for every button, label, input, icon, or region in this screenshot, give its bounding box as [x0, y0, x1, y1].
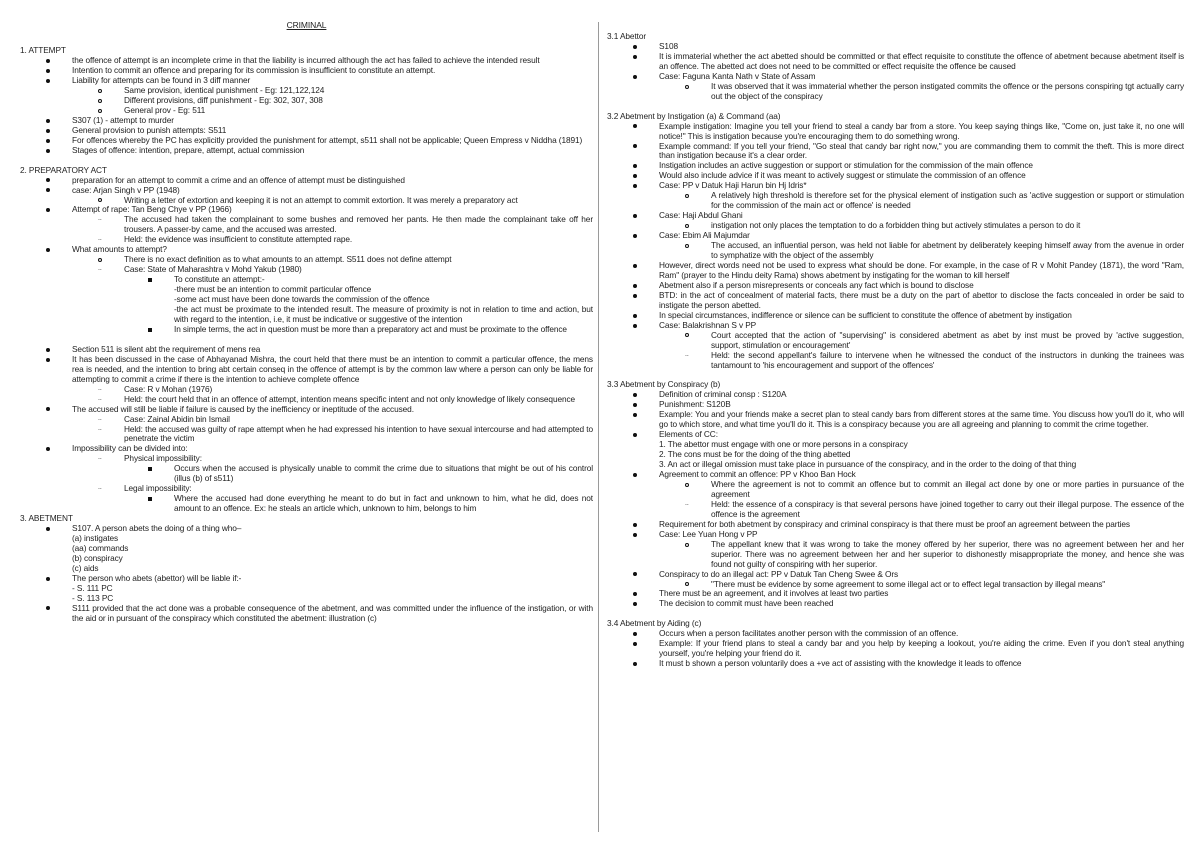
- item-text: (aa) commands: [72, 542, 129, 553]
- bullet-icon: [633, 589, 637, 599]
- item-text: In simple terms, the act in question must be more than a preparatory act and must be proximate to the offence: [174, 323, 567, 334]
- item-text: Conspiracy to do an illegal act: PP v Datuk Tan Cheng Swee & Ors: [659, 568, 899, 579]
- item-text: "There must be evidence by some agreement to some illegal act or to effect legal transaction by illegal means": [711, 578, 1106, 589]
- dash-bullet-icon: ..: [98, 414, 102, 422]
- item-text: -the act must be proximate to the intended result. The measure of proximity is not in relation to time and action, but with regard to the intention, i.e, it must be indicative or suggestive of the intention: [174, 304, 593, 324]
- bullet-icon: [46, 76, 50, 86]
- item-text: Case: R v Mohan (1976): [124, 383, 213, 394]
- item-text: Case: Zainal Abidin bin Ismail: [124, 413, 230, 424]
- item-text: Held: the accused was guilty of rape attempt when he had expressed his intention to have sexual intercourse and had attempted to penetrate the victim: [124, 423, 593, 444]
- bullet-icon: [46, 126, 50, 136]
- bullet-icon: [46, 245, 50, 255]
- bullet-icon: [46, 574, 50, 584]
- bullet-icon: [633, 629, 637, 639]
- list-item: [607, 122, 1184, 142]
- item-text: (c) aids: [72, 562, 99, 573]
- item-text: instigation not only places the temptation to do a forbidden thing but actively stimulates a person to do it: [711, 220, 1081, 231]
- item-text: Same provision, identical punishment - Eg: 121,122,124: [124, 85, 325, 95]
- bullet-icon: [46, 66, 50, 76]
- item-text: Held: the evidence was insufficient to constitute attempted rape.: [124, 234, 353, 245]
- bullet-icon: [46, 116, 50, 126]
- bullet-icon: [633, 161, 637, 171]
- bullet-icon: [633, 390, 637, 400]
- item-text: the offence of attempt is an incomplete crime in that the liability is incurred although the act has failed to achieve the intended result: [72, 55, 540, 66]
- item-text: S108: [659, 40, 678, 51]
- item-text: S111 provided that the act done was a probable consequence of the abetment, and was committed under the influence of the instigation, or with the aid or in pursuant of the conspiracy which constituted the abetment: illustration (c): [72, 602, 593, 623]
- dash-bullet-icon: ..: [98, 384, 102, 392]
- item-text: Case: Balakrishnan S v PP: [659, 319, 757, 330]
- dash-bullet-icon: ..: [98, 265, 102, 273]
- column-divider: [598, 22, 599, 832]
- bullet-icon: [633, 321, 637, 331]
- bullet-icon: [46, 176, 50, 186]
- bullet-icon: [633, 520, 637, 530]
- list-item: [20, 146, 593, 156]
- item-text: The accused will still be liable if failure is caused by the inefficiency or ineptitude of the accused.: [72, 403, 414, 414]
- item-text: Occurs when the accused is physically unable to commit the crime due to situations that might be out of his control (illus (b) of s511): [174, 463, 593, 484]
- dash-bullet-icon: ..: [98, 454, 102, 462]
- bullet-icon: [46, 146, 50, 156]
- item-text: What amounts to attempt?: [72, 244, 167, 255]
- item-text: -there must be an intention to commit particular offence: [174, 284, 372, 295]
- list-item: [607, 82, 1184, 102]
- item-text: Held: the court held that in an offence of attempt, intention means specific intent and not only knowledge of likely consequence: [124, 393, 576, 404]
- right-content: [607, 32, 1184, 669]
- bullet-icon: [633, 122, 637, 132]
- item-text: Case: Ebim Ali Majumdar: [659, 230, 750, 241]
- section-heading: [607, 32, 1184, 42]
- item-text: Where the agreement is not to commit an offence but to commit an illegal act done by one or more parties in pursuance of the agreement: [711, 478, 1184, 499]
- item-text: case: Arjan Singh v PP (1948): [72, 184, 180, 195]
- bullet-icon: [633, 291, 637, 301]
- list-item: [20, 96, 593, 106]
- dash-bullet-icon: ..: [98, 215, 102, 223]
- square-bullet-icon: [148, 464, 152, 474]
- item-text: Case: Lee Yuan Hong v PP: [659, 528, 758, 539]
- list-item: [607, 191, 1184, 211]
- list-item: [20, 425, 593, 445]
- bullet-icon: [633, 639, 637, 649]
- item-text: However, direct words need not be used to express what should be done. For example, in the case of R v Mohit Pandey (1871), the word "Ram, Ram" (prayer to the Hindu deity Rama) shows abetment by instigating for the woman to kill herself: [659, 259, 1184, 280]
- bullet-icon: [633, 171, 637, 181]
- list-item: [607, 291, 1184, 311]
- list-item: [20, 494, 593, 514]
- list-item: [20, 265, 593, 275]
- bullet-icon: [46, 405, 50, 415]
- item-text: It is immaterial whether the act abetted should be committed or that effect requisite to constitute the offence of abetment because abetment itself is an offence. The abetted act does not need to be committed or effect requisite the offence be caused: [659, 50, 1184, 71]
- item-text: The appellant knew that it was wrong to take the money offered by her superior, there was no agreement between her and her superior. There was no agreement between her and her superior to dishonestly misappropriate the money, and hence she was found not guilty of conspiring with her superior.: [711, 538, 1184, 569]
- list-item: [20, 215, 593, 235]
- item-text: Example: You and your friends make a secret plan to steal candy bars from different stores at the same time. You discuss how you'll do it, who will go to which store, and what time you'll do it. This is a conspiracy because you are all agreeing and planning to commit the crime together.: [659, 409, 1184, 430]
- item-text: Occurs when a person facilitates another person with the commission of an offence.: [659, 628, 959, 639]
- item-text: Liability for attempts can be found in 3 diff manner: [72, 75, 251, 86]
- bullet-icon: [633, 72, 637, 82]
- dash-bullet-icon: ..: [98, 235, 102, 243]
- item-text: It has been discussed in the case of Abhayanad Mishra, the court held that there must be an intention to commit a particular offence, the mens rea is needed, and the intention to bring abt certain conseq in the offence of attempt is by the common law where a person can only be liable for attempting to commit a crime if there is the intention to achieve complete offence: [72, 353, 593, 384]
- list-item: [20, 444, 593, 454]
- list-item: [20, 604, 593, 624]
- list-item: [607, 261, 1184, 281]
- bullet-icon: [633, 470, 637, 480]
- list-item: [20, 464, 593, 484]
- list-item: [607, 500, 1184, 520]
- item-text: Stages of offence: intention, prepare, attempt, actual commission: [72, 144, 305, 155]
- bullet-icon: [633, 181, 637, 191]
- item-text: Case: State of Maharashtra v Mohd Yakub (1980): [124, 264, 302, 275]
- bullet-icon: [46, 56, 50, 66]
- bullet-icon: [633, 400, 637, 410]
- bullet-icon: [46, 186, 50, 196]
- bullet-icon: [633, 142, 637, 152]
- list-item: [607, 351, 1184, 371]
- list-item: [607, 331, 1184, 351]
- item-text: - S. 113 PC: [72, 592, 114, 603]
- square-bullet-icon: [148, 494, 152, 504]
- list-item: [607, 599, 1184, 609]
- list-item: [607, 241, 1184, 261]
- bullet-icon: [633, 42, 637, 52]
- list-item: [607, 142, 1184, 162]
- item-text: Intention to commit an offence and preparing for its commission is insufficient to constitute an attempt.: [72, 65, 436, 76]
- circle-bullet-icon: [685, 241, 689, 251]
- bullet-icon: [633, 231, 637, 241]
- item-text: 1. ATTEMPT: [20, 45, 66, 56]
- circle-bullet-icon: [98, 86, 102, 96]
- bullet-icon: [633, 659, 637, 669]
- item-text: Elements of CC:: [659, 429, 718, 440]
- item-text: Impossibility can be divided into:: [72, 443, 188, 454]
- bullet-icon: [633, 261, 637, 271]
- bullet-icon: [46, 444, 50, 454]
- item-text: A relatively high threshold is therefore set for the physical element of instigation such as 'active suggestion or support or stimulation for the commission of the main act or offence' is needed: [711, 190, 1184, 211]
- bullet-icon: [46, 136, 50, 146]
- item-text: 3. An act or illegal omission must take place in pursuance of the conspiracy, and in the order to the doing of that thing: [659, 459, 1077, 470]
- dash-bullet-icon: ..: [685, 499, 689, 507]
- item-text: Would also include advice if it was meant to actively suggest or stimulate the commission of an offence: [659, 170, 1026, 181]
- item-text: There must be an agreement, and it involves at least two parties: [659, 588, 889, 599]
- item-text: To constitute an attempt:-: [174, 274, 265, 285]
- item-text: Legal impossibility:: [124, 483, 192, 494]
- list-item: [20, 355, 593, 385]
- item-text: 3.2 Abetment by Instigation (a) & Command (aa): [607, 110, 781, 121]
- item-text: Requirement for both abetment by conspiracy and criminal conspiracy is that there must be proof an agreement between the parties: [659, 518, 1130, 529]
- item-text: Held: the essence of a conspiracy is that several persons have joined together to carry out their illegal purpose. The essence of the offence is the agreement: [711, 498, 1184, 519]
- list-item: [607, 639, 1184, 659]
- item-text: 3.4 Abetment by Aiding (c): [607, 618, 702, 629]
- item-text: 3.1 Abettor: [607, 31, 647, 41]
- item-text: Writing a letter of extortion and keeping it is not an attempt to commit extortion. It was merely a preparatory act: [124, 194, 518, 205]
- bullet-icon: [633, 599, 637, 609]
- circle-bullet-icon: [685, 540, 689, 550]
- bullet-icon: [633, 211, 637, 221]
- item-text: The decision to commit must have been reached: [659, 598, 834, 609]
- list-text: [20, 305, 593, 325]
- item-text: For offences whereby the PC has explicitly provided the punishment for attempt, s511 shall not be applicable; Queen Empress v Niddha (1891): [72, 134, 583, 145]
- document-title: CRIMINAL: [286, 20, 327, 30]
- item-text: General prov - Eg: 511: [124, 104, 206, 115]
- list-item: [607, 410, 1184, 430]
- item-text: There is no exact definition as to what amounts to an attempt. S511 does not define attempt: [124, 254, 452, 265]
- item-text: Physical impossibility:: [124, 453, 202, 464]
- item-text: Example instigation: Imagine you tell your friend to steal a candy bar from a store. You keep saying things like, "Come on, just take it, no one will notice!" This is instigation because you're encouraging them to do something wrong.: [659, 120, 1184, 141]
- item-text: Different provisions, diff punishment - Eg: 302, 307, 308: [124, 94, 323, 105]
- item-text: Abetment also if a person misrepresents or conceals any fact which is bound to disclose: [659, 279, 974, 290]
- dash-bullet-icon: ..: [98, 484, 102, 492]
- dash-bullet-icon: ..: [98, 424, 102, 432]
- circle-bullet-icon: [685, 480, 689, 490]
- list-item: [20, 255, 593, 265]
- dash-bullet-icon: ..: [98, 394, 102, 402]
- item-text: - S. 111 PC: [72, 582, 113, 593]
- circle-bullet-icon: [685, 191, 689, 201]
- item-text: BTD: in the act of concealment of material facts, there must be a duty on the part of abettor to disclose the facts concealed in order be said to instigate the person abetted.: [659, 289, 1184, 310]
- item-text: Where the accused had done everything he meant to do but in fact and unknown to him, what he did, does not amount to an offence. Ex: he steals an article which, unknown to him, belongs to him: [174, 493, 593, 514]
- item-text: The accused, an influential person, was held not liable for abetment by deliberately keeping himself away from the avenue in order to symphatize with the object of the assembly: [711, 240, 1184, 261]
- right-column: [607, 32, 1184, 669]
- item-text: 2. The cons must be for the doing of the thing abetted: [659, 449, 851, 460]
- item-text: Court accepted that the action of "supervising" is considered abetment as abet by inst must be proved by 'active suggestion, support, stimulation or encouragement': [711, 329, 1184, 350]
- bullet-icon: [46, 524, 50, 534]
- circle-bullet-icon: [98, 96, 102, 106]
- circle-bullet-icon: [98, 255, 102, 265]
- bullet-icon: [46, 345, 50, 355]
- item-text: Held: the second appellant's failure to intervene when he witnessed the conduct of the instructors in dunking the trainees was tantamount to 'his encouragement and support of the offences': [711, 349, 1184, 370]
- list-item: [607, 540, 1184, 570]
- item-text: The accused had taken the complainant to some bushes and removed her pants. He then made the complainant take off her trousers. A passer-by came, and the accused was arrested.: [124, 214, 593, 235]
- item-text: Section 511 is silent abt the requirement of mens rea: [72, 343, 261, 354]
- item-text: Punishment: S120B: [659, 399, 731, 410]
- item-text: Instigation includes an active suggestion or support or stimulation for the commission of the main offence: [659, 160, 1033, 171]
- bullet-icon: [633, 410, 637, 420]
- item-text: Example command: If you tell your friend, "Go steal that candy bar right now," you are commanding them to commit the theft. This is more direct than instigation because it's a clear order.: [659, 140, 1184, 161]
- left-column: [20, 0, 593, 624]
- circle-bullet-icon: [685, 331, 689, 341]
- bullet-icon: [633, 311, 637, 321]
- item-text: preparation for an attempt to commit a crime and an offence of attempt must be distinguished: [72, 174, 405, 185]
- list-item: [607, 659, 1184, 669]
- list-item: [607, 480, 1184, 500]
- bullet-icon: [633, 281, 637, 291]
- item-text: Example: If your friend plans to steal a candy bar and you help by keeping a lookout, you're aiding the crime. Even if you don't steal anything yourself, you're helping your friend do it.: [659, 638, 1184, 659]
- list-text: [20, 554, 593, 564]
- item-text: 2. PREPARATORY ACT: [20, 164, 107, 175]
- dash-bullet-icon: ..: [685, 350, 689, 358]
- item-text: General provision to punish attempts: S511: [72, 124, 227, 135]
- list-item: [20, 405, 593, 415]
- square-bullet-icon: [148, 325, 152, 335]
- item-text: -some act must have been done towards the commission of the offence: [174, 294, 430, 305]
- bullet-icon: [46, 604, 50, 614]
- item-text: Attempt of rape: Tan Beng Chye v PP (1966): [72, 204, 232, 215]
- item-text: Definition of criminal consp : S120A: [659, 389, 787, 400]
- item-text: Agreement to commit an offence: PP v Khoo Ban Hock: [659, 469, 856, 480]
- item-text: S107. A person abets the doing of a thing who–: [72, 523, 242, 534]
- left-content: [20, 46, 593, 623]
- bullet-icon: [46, 205, 50, 215]
- item-text: 3.3 Abetment by Conspiracy (b): [607, 379, 721, 390]
- item-text: (a) instigates: [72, 532, 119, 543]
- bullet-icon: [633, 430, 637, 440]
- list-item: [20, 325, 593, 335]
- item-text: 1. The abettor must engage with one or more persons in a conspiracy: [659, 439, 908, 450]
- item-text: 3. ABETMENT: [20, 513, 73, 524]
- bullet-icon: [633, 52, 637, 62]
- list-item: [607, 52, 1184, 72]
- item-text: The person who abets (abettor) will be liable if:-: [72, 572, 242, 583]
- bullet-icon: [46, 355, 50, 365]
- item-text: Case: PP v Datuk Haji Harun bin Hj Idris*: [659, 180, 807, 191]
- item-text: (b) conspiracy: [72, 552, 123, 563]
- item-text: In special circumstances, indifference or silence can be sufficient to constitute the offence of abetment by instigation: [659, 309, 1072, 320]
- bullet-icon: [633, 530, 637, 540]
- square-bullet-icon: [148, 275, 152, 285]
- item-text: It was observed that it was immaterial whether the person instigated commits the offence or the persons conspiring tgt actually carry out the object of the conspiracy: [711, 80, 1184, 101]
- bullet-icon: [633, 570, 637, 580]
- item-text: Case: Haji Abdul Ghani: [659, 210, 743, 221]
- item-text: It must b shown a person voluntarily does a +ve act of assisting with the knowledge it leads to offence: [659, 658, 1022, 669]
- item-text: Case: Faguna Kanta Nath v State of Assam: [659, 70, 816, 81]
- circle-bullet-icon: [685, 82, 689, 92]
- item-text: S307 (1) - attempt to murder: [72, 114, 174, 125]
